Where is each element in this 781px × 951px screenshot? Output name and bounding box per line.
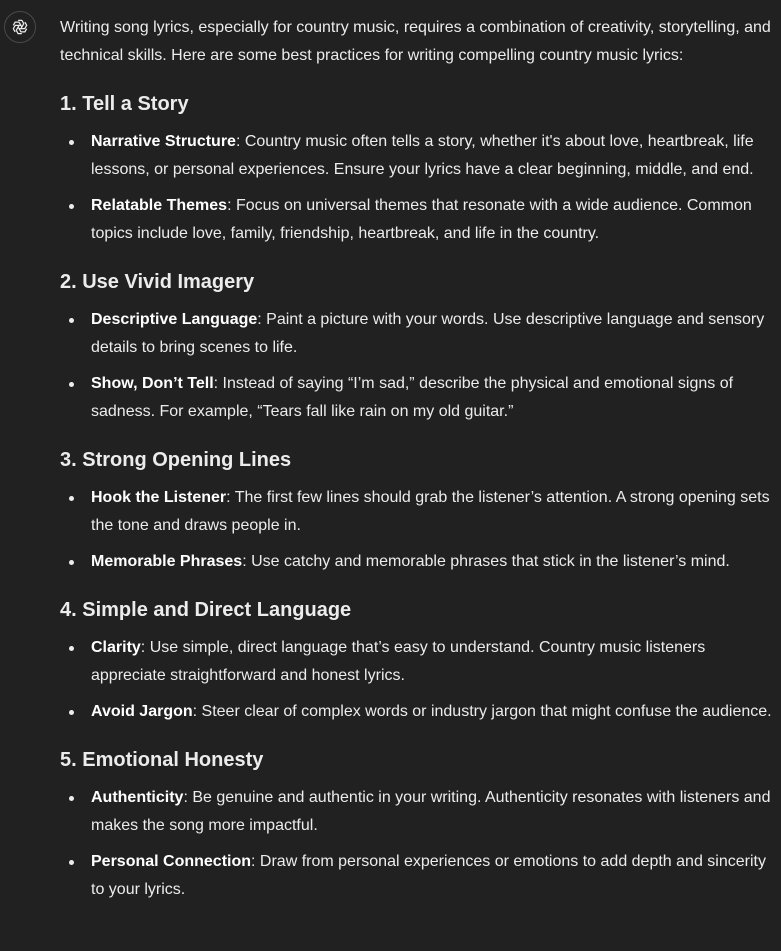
section-tell-a-story: [60, 90, 772, 248]
bullet-list: [60, 634, 772, 726]
item-term: Avoid Jargon: [91, 703, 193, 720]
section-heading: 1. Tell a Story: [60, 93, 189, 115]
section-emotional-honesty: [60, 746, 772, 904]
list-item: [60, 306, 772, 362]
item-term: Relatable Themes: [91, 197, 228, 214]
item-term: Personal Connection: [91, 853, 252, 870]
item-text: : Be genuine and authentic in your writing. Authenticity resonates with listeners and makes the song more impactful.: [91, 789, 771, 834]
item-text: : Instead of saying “I’m sad,” describe the physical and emotional signs of sadness. For example, “Tears fall like rain on my old guitar.”: [91, 375, 734, 420]
item-term: Hook the Listener: [91, 489, 227, 506]
item-text: : Use simple, direct language that’s easy to understand. Country music listeners appreciate straightforward and honest lyrics.: [91, 639, 706, 684]
section-vivid-imagery: [60, 268, 772, 426]
item-text: : Steer clear of complex words or industry jargon that might confuse the audience.: [192, 703, 772, 720]
assistant-avatar: [4, 11, 36, 43]
list-item: [60, 634, 772, 690]
bullet-list: [60, 484, 772, 576]
item-term: Memorable Phrases: [91, 553, 243, 570]
item-text: : Draw from personal experiences or emotions to add depth and sincerity to your lyrics.: [91, 853, 766, 898]
item-term: Descriptive Language: [91, 311, 258, 328]
item-text: : Country music often tells a story, whether it's about love, heartbreak, life lessons, or personal experiences. Ensure your lyrics have a clear beginning, middle, and end.: [91, 133, 754, 178]
list-item: [60, 128, 772, 184]
list-item: [60, 484, 772, 540]
section-simple-language: [60, 596, 772, 726]
assistant-message: [60, 14, 772, 904]
list-item: [60, 848, 772, 904]
section-opening-lines: [60, 446, 772, 576]
item-text: : The first few lines should grab the listener’s attention. A strong opening sets the tone and draws people in.: [91, 489, 770, 534]
item-term: Show, Don’t Tell: [91, 375, 214, 392]
item-text: : Focus on universal themes that resonate with a wide audience. Common topics include love, family, friendship, heartbreak, and life in the country.: [91, 197, 752, 242]
section-heading: 5. Emotional Honesty: [60, 749, 264, 771]
list-item: [60, 548, 772, 576]
list-item: [60, 370, 772, 426]
bullet-list: [60, 306, 772, 426]
section-heading: 4. Simple and Direct Language: [60, 599, 352, 621]
bullet-list: [60, 784, 772, 904]
openai-logo-icon: [10, 17, 30, 37]
item-term: Narrative Structure: [91, 133, 236, 150]
item-term: Authenticity: [91, 789, 184, 806]
list-item: [60, 698, 772, 726]
item-text: : Paint a picture with your words. Use descriptive language and sensory details to bring scenes to life.: [91, 311, 765, 356]
item-term: Clarity: [91, 639, 141, 656]
message-intro: Writing song lyrics, especially for country music, requires a combination of creativity, storytelling, and technical skills. Here are some best practices for writing compelling country music lyrics:: [60, 19, 771, 64]
item-text: : Use catchy and memorable phrases that stick in the listener’s mind.: [242, 553, 730, 570]
list-item: [60, 192, 772, 248]
list-item: [60, 784, 772, 840]
bullet-list: [60, 128, 772, 248]
section-heading: 2. Use Vivid Imagery: [60, 271, 255, 293]
section-heading: 3. Strong Opening Lines: [60, 449, 292, 471]
